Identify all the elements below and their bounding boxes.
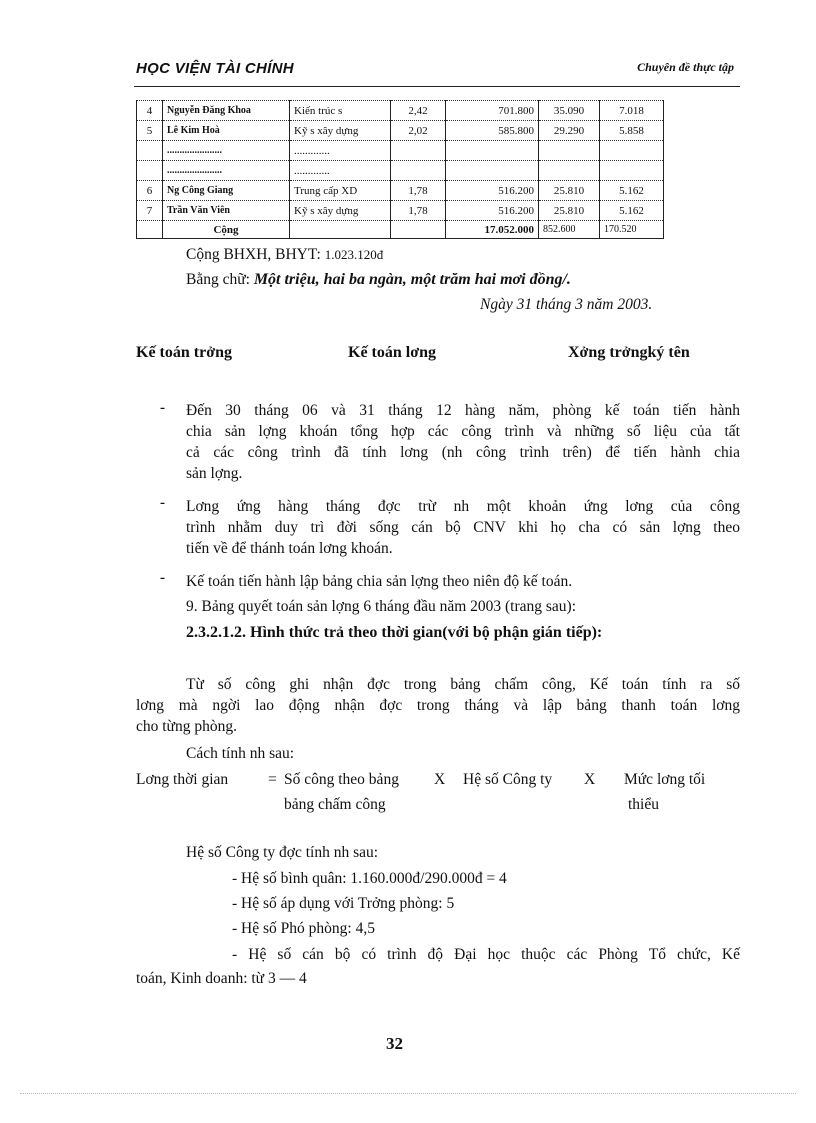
- cell-title: Kỹ s xây dựng: [290, 201, 391, 221]
- bullet-line: sản lợng.: [186, 465, 243, 482]
- signature-chief-accountant: Kế toán trởng: [136, 344, 232, 361]
- cell-bhyt: 5.162: [600, 201, 664, 221]
- table-row: [137, 201, 664, 221]
- coef-intro: Hệ số Công ty đợc tính nh sau:: [186, 844, 379, 861]
- words-value: Một triệu, hai ba ngàn, một trăm hai mơi đồng/.: [253, 271, 571, 288]
- header-document-type: Chuyên đề thực tập: [637, 60, 734, 74]
- cell-stt: 7: [137, 201, 163, 221]
- cell-bhxh: 25.810: [539, 201, 600, 221]
- coef-department-head: - Hệ số áp dụng với Trởng phòng: 5: [232, 895, 455, 912]
- cell-bhyt: 170.520: [600, 221, 664, 239]
- words-label: Bằng chữ:: [186, 271, 254, 288]
- cell-coefficient: [391, 141, 446, 161]
- cell-bhxh: 852.600: [539, 221, 600, 239]
- cell-name: ......................: [163, 141, 290, 161]
- cell-stt: 5: [137, 121, 163, 141]
- formula-lhs: Lơng thời gian: [136, 771, 229, 788]
- table-row: [137, 121, 664, 141]
- cell-bhxh: 25.810: [539, 181, 600, 201]
- bullet-dash: -: [160, 400, 165, 416]
- cell-title: Kiến trúc s: [290, 101, 391, 121]
- cell-bhyt: 7.018: [600, 101, 664, 121]
- cell-bhxh: [539, 141, 600, 161]
- paragraph-line: cho từng phòng.: [136, 718, 237, 735]
- document-date: Ngày 31 tháng 3 năm 2003.: [480, 296, 653, 313]
- cell-salary: 585.800: [446, 121, 539, 141]
- cell-title: [290, 221, 391, 239]
- bhxh-label: Cộng BHXH, BHYT:: [186, 246, 325, 263]
- cell-coefficient: 2,02: [391, 121, 446, 141]
- cell-stt: 4: [137, 101, 163, 121]
- section-heading-text: 2.3.2.1.2. Hình thức trả theo thời gian(với bộ phận gián tiếp):: [186, 624, 603, 641]
- cell-title: .............: [290, 161, 391, 181]
- bullet-line: trình nhằm duy trì đời sống cán bộ CNV khi họ cha có sản lợng theo: [186, 519, 740, 536]
- cell-coefficient: [391, 221, 446, 239]
- cell-coefficient: 1,78: [391, 181, 446, 201]
- page-bottom-edge: [20, 1093, 796, 1094]
- formula-multiply-1: X: [434, 771, 446, 788]
- cell-stt: [137, 161, 163, 181]
- cell-salary: [446, 161, 539, 181]
- signature-payroll-accountant: Kế toán lơng: [348, 344, 436, 361]
- formula-term-company-coef: Hệ số Công ty: [463, 771, 553, 788]
- table-row: [137, 161, 664, 181]
- bullet-line: Kế toán tiến hành lập bảng chia sản lợng theo niên độ kế toán.: [186, 573, 573, 590]
- signature-workshop-head: Xởng trởngký tên: [568, 344, 690, 361]
- formula-term-workdays-cont: bảng chấm công: [284, 796, 386, 813]
- bullet-dash: -: [160, 495, 165, 511]
- cell-bhyt: [600, 161, 664, 181]
- cell-salary: 701.800: [446, 101, 539, 121]
- bullet-paragraph-1: [186, 400, 740, 484]
- formula-term-workdays: Số công theo bảng: [284, 771, 399, 788]
- formula-multiply-2: X: [584, 771, 596, 788]
- cell-bhyt: [600, 141, 664, 161]
- cell-name: Lê Kim Hoà: [163, 121, 290, 141]
- bullet-paragraph-2: [186, 496, 740, 559]
- calc-intro: Cách tính nh sau:: [186, 745, 295, 762]
- bullet-line: tiến về để thánh toán lơng khoán.: [186, 540, 393, 557]
- page-number: 32: [386, 1034, 403, 1053]
- cell-name: Cộng: [163, 221, 290, 239]
- cell-salary: 516.200: [446, 201, 539, 221]
- header-school-name: HỌC VIỆN TÀI CHÍNH: [136, 60, 294, 77]
- cell-stt: 6: [137, 181, 163, 201]
- cell-coefficient: 2,42: [391, 101, 446, 121]
- bullet-paragraph-3: [186, 571, 572, 592]
- cell-bhyt: 5.162: [600, 181, 664, 201]
- section-heading: [186, 622, 602, 643]
- cell-stt: [137, 221, 163, 239]
- coef-average: - Hệ số bình quân: 1.160.000đ/290.000đ = 4: [232, 870, 507, 887]
- cell-salary: 17.052.000: [446, 221, 539, 239]
- cell-title: Kỹ s xây dựng: [290, 121, 391, 141]
- coef-graduate-staff: - Hệ số cán bộ có trình độ Đại học thuộc các Phòng Tổ chức, Kế: [232, 946, 740, 963]
- formula-term-min-wage: Mức lơng tối: [624, 771, 706, 788]
- bullet-dash: -: [160, 570, 165, 586]
- paragraph-line: lơng mà ngời lao động nhận đợc trong tháng và lập bảng thanh toán lơng: [136, 697, 740, 714]
- bhxh-value: 1.023.120đ: [324, 247, 384, 262]
- bullet-line: Đến 30 tháng 06 và 31 tháng 12 hàng năm, phòng kế toán tiến hành: [186, 402, 740, 419]
- table-total-row: [137, 221, 664, 239]
- bullet-line: chia sản lợng khoán tổng hợp các công trình và những số liệu của tất: [186, 423, 740, 440]
- cell-coefficient: [391, 161, 446, 181]
- cell-bhxh: 29.290: [539, 121, 600, 141]
- cell-title: .............: [290, 141, 391, 161]
- cell-name: Nguyễn Đăng Khoa: [163, 101, 290, 121]
- formula-equals: =: [268, 771, 277, 788]
- coef-graduate-staff-cont: toán, Kinh doanh: từ 3 — 4: [136, 970, 307, 987]
- formula-term-min-wage-cont: thiểu: [628, 796, 659, 813]
- table-row: [137, 181, 664, 201]
- cell-bhxh: 35.090: [539, 101, 600, 121]
- cell-stt: [137, 141, 163, 161]
- paragraph-line: Từ số công ghi nhận đợc trong bảng chấm công, Kế toán tính ra số: [186, 676, 740, 693]
- cell-coefficient: 1,78: [391, 201, 446, 221]
- salary-table: [136, 100, 664, 239]
- cell-name: Ng Công Giang: [163, 181, 290, 201]
- cell-name: ......................: [163, 161, 290, 181]
- cell-name: Trần Văn Viên: [163, 201, 290, 221]
- bullet-line: cả các công trình đã tính lơng (nh công trình trên) để tiến hành chia: [186, 444, 740, 461]
- table-row: [137, 101, 664, 121]
- item-9-note: 9. Bảng quyết toán sản lợng 6 tháng đầu năm 2003 (trang sau):: [186, 598, 577, 615]
- amount-in-words-line: [186, 269, 571, 290]
- cell-bhyt: 5.858: [600, 121, 664, 141]
- time-pay-paragraph: [136, 674, 740, 737]
- cell-title: Trung cấp XD: [290, 181, 391, 201]
- cell-salary: 516.200: [446, 181, 539, 201]
- bullet-line: Lơng ứng hàng tháng đợc trừ nh một khoản ứng lơng của công: [186, 498, 740, 515]
- cell-bhxh: [539, 161, 600, 181]
- coef-deputy-head: - Hệ số Phó phòng: 4,5: [232, 920, 375, 937]
- header-divider: [134, 86, 740, 87]
- cell-salary: [446, 141, 539, 161]
- table-row: [137, 141, 664, 161]
- bhxh-total-line: [186, 244, 383, 265]
